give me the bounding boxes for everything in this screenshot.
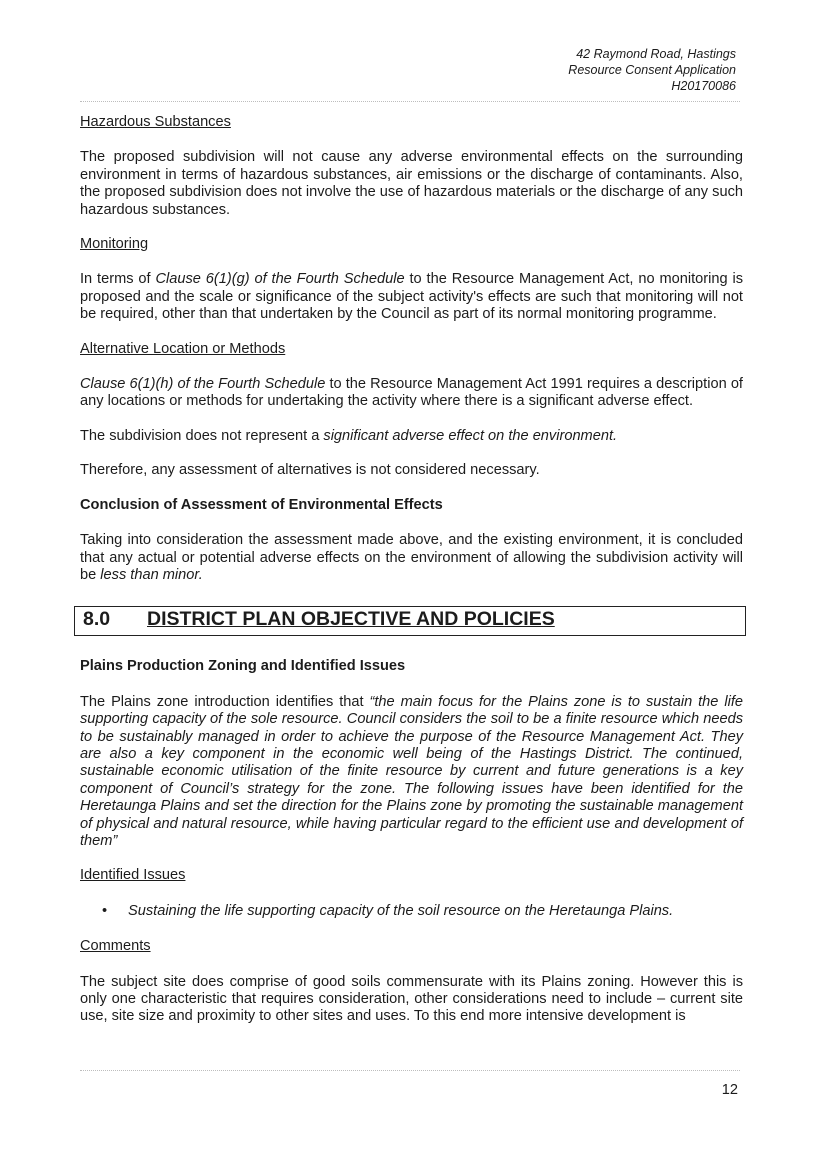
bullet-icon: • bbox=[102, 902, 108, 919]
section-title: DISTRICT PLAN OBJECTIVE AND POLICIES bbox=[147, 608, 555, 631]
alternative-location-heading: Alternative Location or Methods bbox=[80, 340, 286, 357]
monitoring-clause: Clause 6(1)(g) of the Fourth Schedule bbox=[155, 271, 405, 288]
plains-zone-quote: “the main focus for the Plains zone is to sustain the life supporting capacity of the sole resource. Council considers the soil to be a finite resource which needs to be sustainably managed in order to achieve the purpose of the Resource Management Act. They are also a key component in the economic well being of the Hastings District. The continued, sustainable economic utilisation of the finite resource by current and future generations is a key component of Council’s strategy for the zone. The following issues have been identified for the Heretaunga Plains and set the direction for the Plains zone by promoting the sustainable management of physical and natural resource, while having particular regard to the efficient use and development of them” bbox=[80, 693, 743, 849]
conclusion-paragraph bbox=[80, 532, 743, 584]
monitoring-text-start: In terms of bbox=[80, 271, 156, 288]
alternative-location-paragraph bbox=[80, 376, 743, 411]
section-number: 8.0 bbox=[83, 608, 111, 631]
page-body bbox=[80, 114, 743, 1043]
identified-issues-heading: Identified Issues bbox=[80, 867, 186, 884]
plains-intro-text: The Plains zone introduction identifies that bbox=[80, 693, 370, 710]
monitoring-paragraph bbox=[80, 271, 743, 323]
comments-paragraph: The subject site does comprise of good soils commensurate with its Plains zoning. However this is only one characteristic that requires consideration, other considerations need to include – current site use, site size and proximity to other sites and uses. To this end more intensive development is bbox=[80, 973, 743, 1025]
issue-text: Sustaining the life supporting capacity of the soil resource on the Heretaunga Plains. bbox=[128, 902, 674, 919]
conclusion-italic: less than minor. bbox=[100, 566, 203, 583]
header-document-type: Resource Consent Application bbox=[568, 63, 736, 77]
identified-issues-list bbox=[80, 903, 743, 920]
header-divider bbox=[80, 101, 740, 102]
plains-zone-paragraph bbox=[80, 694, 743, 851]
section-8-heading-box bbox=[74, 606, 746, 636]
header-address: 42 Raymond Road, Hastings bbox=[576, 47, 736, 61]
alternative-clause: Clause 6(1)(h) of the Fourth Schedule bbox=[80, 376, 326, 393]
monitoring-text-end: to the Resource Management Act, no monitoring is proposed and the scale or significance of the subject activity's effects are such that monitoring will not be required, other than that undertaken by the Council as part of its normal monitoring programme. bbox=[80, 271, 744, 323]
hazardous-substances-heading: Hazardous Substances bbox=[80, 114, 231, 130]
hazardous-substances-paragraph: The proposed subdivision will not cause any adverse environmental effects on the surrounding environment in terms of hazardous substances, air emissions or the discharge of contaminants. Also, the proposed subdivision does not involve the use of hazardous materials or the discharge of any such hazardous substances. bbox=[80, 149, 743, 218]
significant-effect-paragraph bbox=[80, 428, 743, 445]
header-reference: H20170086 bbox=[671, 79, 736, 93]
significant-effect-italic: significant adverse effect on the environment. bbox=[323, 427, 618, 444]
list-item bbox=[80, 903, 743, 920]
plains-production-heading: Plains Production Zoning and Identified Issues bbox=[80, 658, 406, 675]
footer-divider bbox=[80, 1070, 740, 1071]
conclusion-text: Taking into consideration the assessment made above, and the existing environment, it is concluded that any actual or potential adverse effects on the environment of allowing the subdivision activity will be bbox=[80, 532, 743, 583]
page-header bbox=[568, 46, 736, 94]
alternative-text: to the Resource Management Act 1991 requires a description of any locations or methods for undertaking the activity where there is a significant adverse effect. bbox=[80, 376, 743, 410]
conclusion-heading: Conclusion of Assessment of Environmental Effects bbox=[80, 496, 443, 513]
alternatives-assessment-paragraph: Therefore, any assessment of alternatives is not considered necessary. bbox=[80, 462, 540, 479]
monitoring-heading: Monitoring bbox=[80, 236, 149, 253]
page-number: 12 bbox=[721, 1082, 738, 1098]
comments-heading: Comments bbox=[80, 938, 151, 955]
significant-effect-text: The subdivision does not represent a bbox=[80, 427, 324, 444]
